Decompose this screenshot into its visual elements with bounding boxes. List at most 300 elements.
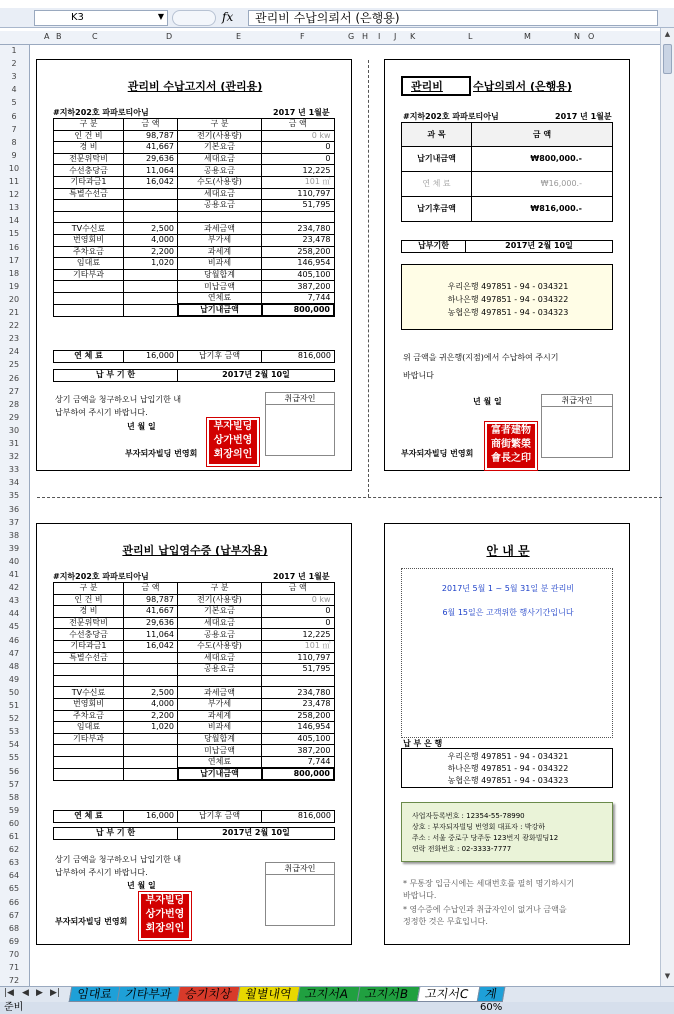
row-header[interactable]: 49 bbox=[8, 674, 20, 684]
receipt-due-date: 2017년 2월 10일 bbox=[178, 828, 335, 840]
table-row bbox=[54, 246, 335, 258]
table-cell: 전기(사용량) bbox=[178, 130, 262, 142]
bank-date-line: 년 월 일 bbox=[473, 397, 502, 406]
row-header[interactable]: 28 bbox=[8, 399, 20, 409]
table-cell: 주차요금 bbox=[54, 710, 124, 722]
column-header[interactable]: O bbox=[588, 32, 595, 41]
table-cell: 98,787 bbox=[124, 130, 178, 142]
row-header[interactable]: 13 bbox=[8, 203, 20, 213]
guide-note: 정정한 것은 무효입니다. bbox=[403, 917, 488, 926]
table-row bbox=[54, 211, 335, 223]
row-header[interactable]: 71 bbox=[8, 963, 20, 972]
table-cell: 2,500 bbox=[124, 687, 178, 699]
row-header[interactable]: 39 bbox=[8, 543, 20, 553]
table-cell: 전기(사용량) bbox=[178, 594, 262, 606]
table-row bbox=[54, 675, 335, 687]
table-cell: 과세금액 bbox=[178, 223, 262, 235]
table-cell: 41,667 bbox=[124, 606, 178, 618]
table-cell: 과세계 bbox=[178, 246, 262, 258]
table-cell bbox=[54, 675, 124, 687]
account-line: 하나은행 497851 - 94 - 034322 bbox=[447, 764, 569, 773]
account-line: 우리은행 497851 - 94 - 034321 bbox=[447, 282, 569, 291]
zoom-level[interactable]: 60% bbox=[480, 1002, 503, 1013]
row-header[interactable]: 43 bbox=[8, 596, 20, 606]
request-message-1: 상기 금액을 청구하오니 납입기한 내 bbox=[55, 395, 182, 404]
row-header[interactable]: 65 bbox=[8, 884, 20, 894]
column-headers[interactable] bbox=[0, 31, 660, 45]
table-row bbox=[54, 292, 335, 304]
sheet-tab[interactable]: 승기치상 bbox=[177, 987, 242, 1002]
row-header[interactable]: 36 bbox=[8, 504, 20, 514]
scroll-up-icon[interactable]: ▲ bbox=[664, 30, 671, 38]
receipt-sender: 부자되자빌딩 번영회 bbox=[55, 917, 128, 926]
table-cell bbox=[54, 768, 124, 780]
row-header[interactable]: 37 bbox=[8, 517, 20, 527]
table-header: 금 액 bbox=[124, 119, 178, 131]
table-cell: 미납금액 bbox=[178, 745, 262, 757]
table-cell bbox=[124, 200, 178, 212]
name-box-value: K3 bbox=[71, 12, 84, 23]
table-cell: 기타과금1 bbox=[54, 640, 124, 652]
table-cell: 29,636 bbox=[124, 617, 178, 629]
column-header[interactable]: B bbox=[56, 32, 62, 41]
sheet-tab[interactable]: 계 bbox=[477, 987, 506, 1002]
pay-bank-label: 납 부 은 행 bbox=[403, 739, 443, 748]
table-row bbox=[54, 234, 335, 246]
bank-unit: #지하202호 파파로티아님 bbox=[403, 112, 499, 121]
table-cell: 387,200 bbox=[262, 745, 335, 757]
row-header[interactable]: 5 bbox=[11, 98, 17, 108]
row-header[interactable]: 2 bbox=[11, 59, 17, 69]
status-bar bbox=[0, 1002, 674, 1014]
table-row bbox=[54, 664, 335, 676]
bank-due-date: 2017년 2월 10일 bbox=[466, 241, 613, 253]
next-sheet-icon[interactable]: ▶ bbox=[36, 988, 43, 998]
row-header[interactable]: 72 bbox=[8, 976, 20, 986]
row-header[interactable]: 58 bbox=[8, 792, 20, 802]
sheet-tab[interactable]: 임대료 bbox=[69, 987, 122, 1002]
table-cell: 비과세 bbox=[178, 258, 262, 270]
bank-handler-box bbox=[541, 394, 613, 458]
table-cell bbox=[54, 664, 124, 676]
table-header: 구 분 bbox=[178, 583, 262, 595]
bank-handler-label: 취급자인 bbox=[542, 395, 612, 407]
table-cell: 기본요금 bbox=[178, 606, 262, 618]
column-header[interactable]: K bbox=[410, 32, 416, 41]
bank-sender: 부자되자빌딩 번영회 bbox=[401, 449, 474, 458]
table-row bbox=[54, 269, 335, 281]
table-cell: 98,787 bbox=[124, 594, 178, 606]
table-cell: 2,200 bbox=[124, 710, 178, 722]
row-header[interactable]: 47 bbox=[8, 648, 20, 658]
prev-sheet-icon[interactable]: ◀ bbox=[22, 988, 29, 998]
bank-row-label: 납기후금액 bbox=[402, 197, 472, 222]
row-header[interactable]: 21 bbox=[8, 308, 20, 317]
row-header[interactable]: 19 bbox=[8, 281, 20, 291]
bank-accounts-box bbox=[401, 264, 613, 330]
row-header[interactable]: 18 bbox=[8, 268, 20, 278]
table-cell: 234,780 bbox=[262, 687, 335, 699]
table-cell: TV수신료 bbox=[54, 223, 124, 235]
row-header[interactable]: 22 bbox=[8, 321, 20, 331]
table-cell: 23,478 bbox=[262, 698, 335, 710]
vertical-scrollbar[interactable] bbox=[660, 28, 674, 986]
receipt-message-2: 납부하여 주시기 바랍니다. bbox=[55, 868, 148, 877]
business-info-line: 상호 : 부자되자빌딩 번영회 대표자 : 박강하 bbox=[412, 823, 546, 831]
guide-note: * 무통장 입금시에는 세대번호를 필히 명기하시기 bbox=[403, 879, 575, 888]
formula-buttons[interactable] bbox=[172, 10, 216, 26]
receipt-table bbox=[53, 582, 335, 781]
column-header[interactable]: C bbox=[92, 32, 98, 41]
table-cell: 12,225 bbox=[262, 629, 335, 641]
function-icon[interactable]: fx bbox=[222, 10, 234, 24]
table-row bbox=[54, 733, 335, 745]
table-cell: 공용요금 bbox=[178, 664, 262, 676]
row-header[interactable]: 44 bbox=[8, 609, 20, 619]
account-line: 하나은행 497851 - 94 - 034322 bbox=[447, 295, 569, 304]
sheet-tab-bar bbox=[0, 986, 674, 1002]
row-header[interactable]: 23 bbox=[8, 334, 20, 344]
table-cell: 수도(사용량) bbox=[178, 176, 262, 188]
row-header[interactable]: 57 bbox=[8, 779, 20, 789]
chevron-down-icon[interactable]: ▼ bbox=[157, 12, 164, 21]
table-cell: 405,100 bbox=[262, 733, 335, 745]
column-header[interactable]: N bbox=[574, 32, 580, 41]
row-header[interactable]: 50 bbox=[8, 687, 20, 697]
column-header[interactable]: J bbox=[394, 32, 397, 41]
row-header[interactable]: 70 bbox=[8, 949, 20, 959]
row-header[interactable]: 11 bbox=[8, 177, 20, 186]
table-cell: 387,200 bbox=[262, 281, 335, 293]
table-cell bbox=[124, 269, 178, 281]
table-row bbox=[54, 281, 335, 293]
table-cell: 800,000 bbox=[262, 768, 335, 780]
column-header[interactable]: A bbox=[44, 32, 50, 41]
bank-seal-stamp: 富者建物 商街繁榮 會長之印 bbox=[485, 422, 537, 470]
account-line: 우리은행 497851 - 94 - 034321 bbox=[447, 752, 569, 761]
table-row bbox=[54, 640, 335, 652]
row-header[interactable]: 66 bbox=[8, 897, 20, 907]
row-header[interactable]: 56 bbox=[8, 766, 20, 776]
guide-message-box bbox=[401, 568, 613, 738]
row-header[interactable]: 69 bbox=[8, 936, 20, 946]
table-cell: 101 ㎥ bbox=[262, 176, 335, 188]
table-row bbox=[54, 142, 335, 154]
row-header[interactable]: 52 bbox=[8, 714, 20, 724]
row-header[interactable]: 40 bbox=[8, 556, 20, 566]
business-info-line: 사업자등록번호 : 12354-55-78990 bbox=[412, 812, 525, 820]
table-cell: 전문위탁비 bbox=[54, 153, 124, 165]
table-cell: 번영회비 bbox=[54, 698, 124, 710]
row-header[interactable]: 8 bbox=[11, 137, 17, 147]
row-header[interactable]: 55 bbox=[8, 753, 20, 763]
late-fee-table bbox=[53, 350, 335, 363]
column-header[interactable]: I bbox=[378, 32, 381, 41]
table-cell: 405,100 bbox=[262, 269, 335, 281]
table-cell bbox=[124, 664, 178, 676]
receipt-handler-box bbox=[265, 862, 335, 926]
table-cell: 2,200 bbox=[124, 246, 178, 258]
row-header[interactable]: 29 bbox=[8, 412, 20, 422]
table-cell bbox=[54, 281, 124, 293]
table-cell: 800,000 bbox=[262, 304, 335, 316]
column-header[interactable]: D bbox=[166, 32, 173, 41]
table-row bbox=[54, 652, 335, 664]
account-line: 농협은행 497851 - 94 - 034323 bbox=[447, 308, 569, 317]
table-cell bbox=[178, 675, 262, 687]
table-cell: 258,200 bbox=[262, 246, 335, 258]
table-cell: 수선충당금 bbox=[54, 165, 124, 177]
table-cell: 경 비 bbox=[54, 142, 124, 154]
table-row bbox=[54, 710, 335, 722]
row-header[interactable]: 34 bbox=[8, 478, 20, 488]
row-headers[interactable] bbox=[0, 45, 30, 986]
receipt-after-amount: 816,000 bbox=[262, 811, 335, 823]
table-cell bbox=[178, 211, 262, 223]
row-header[interactable]: 41 bbox=[8, 570, 20, 579]
table-cell: 과세계 bbox=[178, 710, 262, 722]
formula-input[interactable]: 관리비 수납의뢰서 (은행용) bbox=[248, 10, 658, 26]
guide-line: 2017년 5월 1 ~ 5월 31일 분 관리비 bbox=[441, 584, 575, 593]
notice-table bbox=[53, 118, 335, 317]
table-cell: 51,795 bbox=[262, 200, 335, 212]
table-cell: 258,200 bbox=[262, 710, 335, 722]
row-header[interactable]: 53 bbox=[8, 727, 20, 737]
row-header[interactable]: 25 bbox=[8, 360, 20, 370]
table-cell: 특별수선금 bbox=[54, 652, 124, 664]
table-row bbox=[54, 130, 335, 142]
row-header[interactable]: 16 bbox=[8, 242, 20, 252]
row-header[interactable]: 30 bbox=[8, 425, 20, 435]
table-cell: 기타부과 bbox=[54, 269, 124, 281]
table-cell: 공용요금 bbox=[178, 629, 262, 641]
table-cell: 수도(사용량) bbox=[178, 640, 262, 652]
bank-amount-table bbox=[401, 122, 613, 222]
table-header: 금 액 bbox=[262, 119, 335, 131]
bank-title-a: 관리비 bbox=[411, 80, 443, 93]
table-cell: 0 bbox=[262, 617, 335, 629]
table-row bbox=[54, 176, 335, 188]
late-fee-label: 연 체 료 bbox=[54, 351, 124, 363]
row-header[interactable]: 61 bbox=[8, 832, 20, 841]
table-cell bbox=[54, 756, 124, 768]
receipt-message-1: 상기 금액을 청구하오니 납입기한 내 bbox=[55, 855, 182, 864]
table-cell: 미납금액 bbox=[178, 281, 262, 293]
table-cell bbox=[54, 745, 124, 757]
receipt-seal-stamp: 부자빌딩 상가번영 회장의인 bbox=[139, 892, 191, 940]
table-cell: 0 kw bbox=[262, 594, 335, 606]
table-cell: 공용요금 bbox=[178, 200, 262, 212]
sheet-tab[interactable]: 고지서B bbox=[357, 987, 422, 1002]
table-cell: 연체료 bbox=[178, 756, 262, 768]
table-cell bbox=[54, 292, 124, 304]
row-header[interactable]: 9 bbox=[11, 150, 17, 160]
handler-box bbox=[265, 392, 335, 456]
row-header[interactable]: 24 bbox=[8, 347, 20, 357]
guide-note: * 영수증에 수납인과 취급자인이 없거나 금액을 bbox=[403, 905, 567, 914]
sheet-tab[interactable]: 고지서C bbox=[417, 987, 482, 1002]
due-label: 납 부 기 한 bbox=[54, 370, 178, 382]
bank-due-table bbox=[401, 240, 613, 253]
row-header[interactable]: 6 bbox=[11, 111, 17, 121]
row-header[interactable]: 48 bbox=[8, 661, 20, 671]
table-cell bbox=[124, 652, 178, 664]
formula-bar bbox=[0, 8, 674, 28]
table-cell: 부가세 bbox=[178, 698, 262, 710]
row-header[interactable]: 1 bbox=[11, 46, 17, 55]
table-cell bbox=[124, 281, 178, 293]
table-cell: 번영회비 bbox=[54, 234, 124, 246]
table-row bbox=[54, 223, 335, 235]
table-cell bbox=[54, 211, 124, 223]
bank-row-amount: ₩16,000.- bbox=[472, 172, 613, 197]
table-cell: 11,064 bbox=[124, 165, 178, 177]
table-row bbox=[54, 756, 335, 768]
guide-line: 6월 15일은 고객위한 행사기간입니다 bbox=[442, 608, 574, 617]
row-header[interactable]: 67 bbox=[8, 910, 20, 920]
row-header[interactable]: 59 bbox=[8, 805, 20, 815]
column-header[interactable]: H bbox=[362, 32, 369, 41]
table-cell bbox=[262, 211, 335, 223]
row-header[interactable]: 31 bbox=[8, 439, 20, 448]
row-header[interactable]: 54 bbox=[8, 740, 20, 750]
table-cell: 임대료 bbox=[54, 258, 124, 270]
first-sheet-icon[interactable]: |◀ bbox=[4, 988, 14, 998]
table-cell: 연체료 bbox=[178, 292, 262, 304]
row-header[interactable]: 17 bbox=[8, 255, 20, 265]
table-cell: 당월합계 bbox=[178, 733, 262, 745]
row-header[interactable]: 38 bbox=[8, 530, 20, 540]
table-row bbox=[54, 594, 335, 606]
bank-col-amount: 금 액 bbox=[472, 123, 613, 147]
table-row bbox=[54, 745, 335, 757]
row-header[interactable]: 33 bbox=[8, 465, 20, 475]
column-header[interactable]: E bbox=[236, 32, 242, 41]
scroll-thumb[interactable] bbox=[663, 44, 672, 74]
row-header[interactable]: 7 bbox=[11, 124, 17, 134]
receipt-late-amount: 16,000 bbox=[124, 811, 178, 823]
date-line: 년 월 일 bbox=[127, 422, 156, 431]
status-ready: 준비 bbox=[4, 1002, 24, 1013]
row-header[interactable]: 45 bbox=[8, 622, 20, 632]
table-cell: TV수신료 bbox=[54, 687, 124, 699]
bank-row-label: 연 체 료 bbox=[402, 172, 472, 197]
table-cell bbox=[124, 304, 178, 316]
table-cell: 110,797 bbox=[262, 188, 335, 200]
sender-name: 부자되자빌딩 번영회 bbox=[125, 449, 198, 458]
bank-message-2: 바랍니다 bbox=[403, 371, 434, 380]
name-box[interactable] bbox=[34, 10, 168, 26]
receipt-panel bbox=[36, 523, 352, 945]
column-header[interactable]: G bbox=[348, 32, 355, 41]
table-cell: 16,042 bbox=[124, 176, 178, 188]
seal-stamp: 부자빌딩 상가번영 회장의인 bbox=[207, 418, 259, 466]
table-row bbox=[54, 687, 335, 699]
table-cell: 특별수선금 bbox=[54, 188, 124, 200]
table-cell bbox=[124, 188, 178, 200]
row-header[interactable]: 62 bbox=[8, 845, 20, 855]
table-cell: 인 건 비 bbox=[54, 594, 124, 606]
last-sheet-icon[interactable]: ▶| bbox=[50, 988, 60, 998]
receipt-date-line: 년 월 일 bbox=[127, 881, 156, 890]
table-header: 구 분 bbox=[178, 119, 262, 131]
row-header[interactable]: 26 bbox=[8, 373, 20, 383]
pay-bank-box bbox=[401, 748, 613, 788]
row-header[interactable]: 63 bbox=[8, 858, 20, 868]
row-header[interactable]: 10 bbox=[8, 163, 20, 173]
table-cell: 공용요금 bbox=[178, 165, 262, 177]
column-header[interactable]: M bbox=[524, 32, 531, 41]
bank-title-b: 수납의뢰서 (은행용) bbox=[473, 80, 572, 93]
column-header[interactable]: F bbox=[300, 32, 305, 41]
bank-row-amount: ₩800,000.- bbox=[472, 147, 613, 172]
late-fee-amount: 16,000 bbox=[124, 351, 178, 363]
table-cell: 세대요금 bbox=[178, 617, 262, 629]
table-cell: 기본요금 bbox=[178, 142, 262, 154]
row-header[interactable]: 35 bbox=[8, 491, 20, 501]
row-header[interactable]: 12 bbox=[8, 190, 20, 200]
table-row bbox=[54, 304, 335, 316]
row-header[interactable]: 51 bbox=[8, 701, 20, 710]
row-header[interactable]: 60 bbox=[8, 818, 20, 828]
table-cell: 기타부과 bbox=[54, 733, 124, 745]
table-cell: 0 bbox=[262, 153, 335, 165]
table-cell: 납기내금액 bbox=[178, 768, 262, 780]
row-header[interactable]: 32 bbox=[8, 452, 20, 462]
table-cell: 29,636 bbox=[124, 153, 178, 165]
row-header[interactable]: 68 bbox=[8, 923, 20, 933]
table-cell: 4,000 bbox=[124, 698, 178, 710]
due-table bbox=[53, 369, 335, 382]
column-header[interactable]: L bbox=[468, 32, 473, 41]
business-info-line: 연락 전화번호 : 02-3333-7777 bbox=[412, 845, 512, 853]
table-cell: 기타과금1 bbox=[54, 176, 124, 188]
receipt-due-table bbox=[53, 827, 335, 840]
bill-month: 2017 년 1월분 bbox=[273, 108, 330, 117]
row-header[interactable]: 27 bbox=[8, 386, 20, 396]
row-header[interactable]: 14 bbox=[8, 216, 20, 226]
table-cell bbox=[124, 745, 178, 757]
sheet-tab[interactable]: 고지서A bbox=[297, 987, 362, 1002]
sheet-tab[interactable]: 월별내역 bbox=[237, 987, 302, 1002]
row-header[interactable]: 42 bbox=[8, 583, 20, 593]
sheet-tab[interactable]: 기타부과 bbox=[117, 987, 182, 1002]
table-cell: 0 bbox=[262, 606, 335, 618]
scroll-down-icon[interactable]: ▼ bbox=[664, 972, 671, 980]
receipt-month: 2017 년 1월분 bbox=[273, 572, 330, 581]
handler-label: 취급자인 bbox=[266, 393, 334, 405]
receipt-handler-label: 취급자인 bbox=[266, 863, 334, 875]
table-cell: 비과세 bbox=[178, 722, 262, 734]
table-cell bbox=[124, 675, 178, 687]
table-cell: 41,667 bbox=[124, 142, 178, 154]
table-cell: 16,042 bbox=[124, 640, 178, 652]
row-header[interactable]: 20 bbox=[8, 294, 20, 304]
row-header[interactable]: 3 bbox=[11, 72, 17, 82]
guide-note: 바랍니다. bbox=[403, 891, 437, 900]
table-cell: 부가세 bbox=[178, 234, 262, 246]
table-cell: 납기내금액 bbox=[178, 304, 262, 316]
table-row bbox=[54, 200, 335, 212]
sheet-grid[interactable] bbox=[30, 45, 660, 986]
row-header[interactable]: 15 bbox=[8, 229, 20, 239]
row-header[interactable]: 64 bbox=[8, 871, 20, 881]
row-header[interactable]: 4 bbox=[11, 85, 17, 95]
row-header[interactable]: 46 bbox=[8, 635, 20, 645]
notice-title: 관리비 수납고지서 (관리용) bbox=[127, 80, 263, 93]
receipt-unit: #지하202호 파파로티아님 bbox=[53, 572, 149, 581]
bank-row-label: 납기내금액 bbox=[402, 147, 472, 172]
